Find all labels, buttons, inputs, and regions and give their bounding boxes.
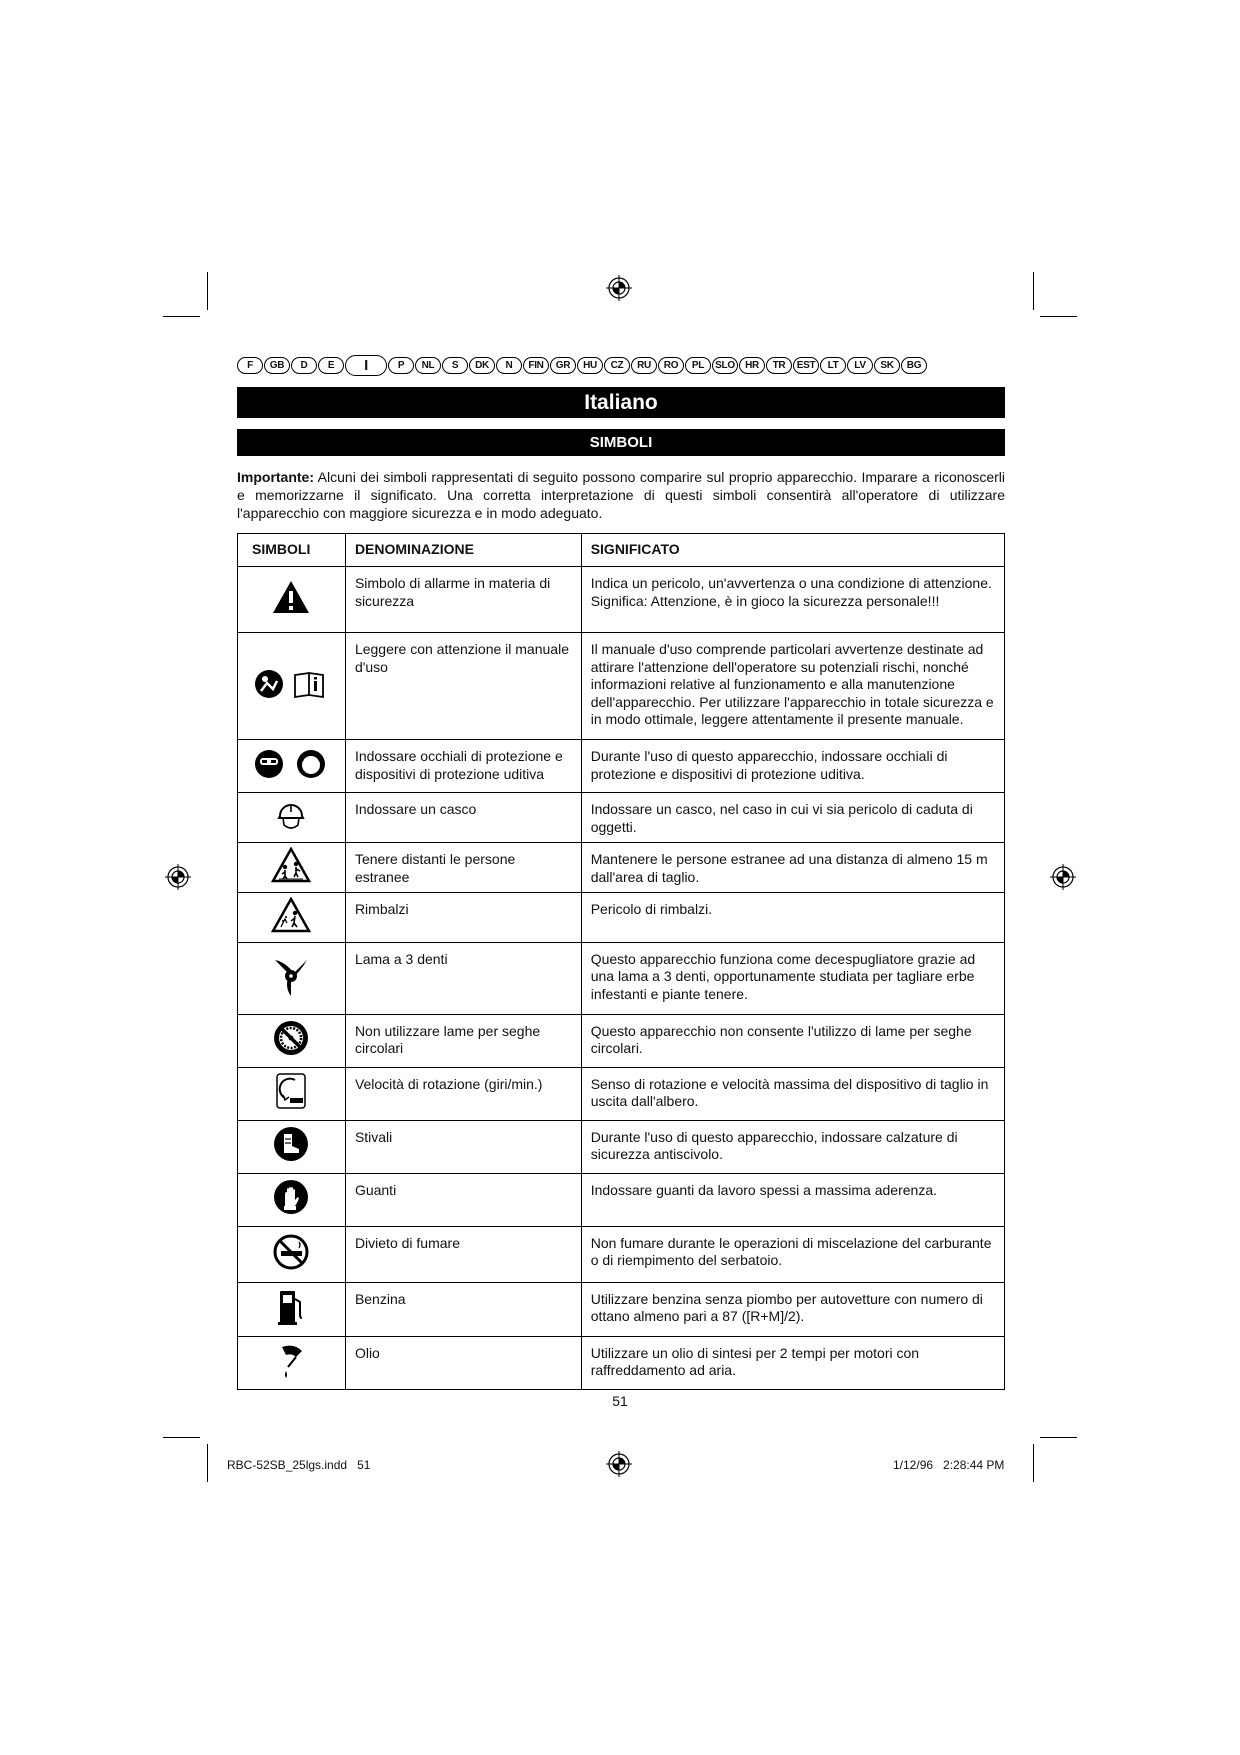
fuel-pump-icon: [276, 1287, 306, 1332]
eye-ear-protection-icon: [253, 747, 329, 786]
table-row: [238, 567, 1005, 633]
oil-drop-icon: [274, 1341, 308, 1386]
crop-mark: [1033, 1444, 1034, 1482]
language-pill-i: I: [345, 355, 387, 376]
symbol-cell: [238, 633, 346, 740]
table-row: [238, 740, 1005, 793]
symbol-meaning: Pericolo di rimbalzi.: [581, 893, 1004, 943]
language-pill-cz: CZ: [604, 357, 630, 374]
table-row: [238, 942, 1005, 1014]
intro-paragraph: [237, 468, 1005, 522]
symbol-meaning: Questo apparecchio non consente l'utilizzo di lame per seghe circolari.: [581, 1014, 1004, 1067]
language-pill-dk: DK: [469, 357, 495, 374]
registration-mark-icon: [1050, 864, 1076, 890]
symbol-name: Stivali: [345, 1120, 581, 1173]
language-pill-gr: GR: [550, 357, 576, 374]
symbol-meaning: Utilizzare benzina senza piombo per autovetture con numero di ottano almeno pari a 87 ([R+M]/2).: [581, 1282, 1004, 1336]
header-meaning: SIGNIFICATO: [581, 534, 1004, 567]
intro-lead: Importante:: [237, 469, 314, 485]
intro-text: Alcuni dei simboli rappresentati di seguito possono comparire sul proprio apparecchio. Imparare a riconoscerli e memorizzarne il significato. Una corretta interpretazione di questi simboli consentirà all'operatore di utilizzare l'apparecchio con maggiore sicurezza e in modo adeguato.: [237, 469, 1005, 521]
table-row: [238, 1067, 1005, 1120]
crop-mark: [1033, 272, 1034, 310]
table-row: [238, 893, 1005, 943]
section-title: SIMBOLI: [237, 429, 1005, 456]
symbol-cell: [238, 1014, 346, 1067]
language-pill-ro: RO: [658, 357, 684, 374]
print-timestamp: 1/12/96 2:28:44 PM: [893, 1458, 1005, 1472]
symbol-name: Rimbalzi: [345, 893, 581, 943]
symbol-name: Divieto di fumare: [345, 1226, 581, 1282]
read-manual-icon: [253, 667, 329, 706]
language-pill-hr: HR: [739, 357, 765, 374]
language-pill-e: E: [318, 357, 344, 374]
language-pill-tr: TR: [766, 357, 792, 374]
crop-mark: [163, 1437, 200, 1438]
boots-icon: [272, 1125, 310, 1168]
language-pill-d: D: [291, 357, 317, 374]
warning-triangle-icon: [271, 579, 311, 620]
table-body: [238, 567, 1005, 1390]
table-row: [238, 1336, 1005, 1390]
ricochet-icon: [271, 897, 311, 938]
symbol-cell: [238, 740, 346, 793]
page-number: 51: [612, 1393, 628, 1409]
crop-mark: [1040, 316, 1077, 317]
language-pill-s: S: [442, 357, 468, 374]
language-pill-f: F: [237, 357, 263, 374]
crop-mark: [207, 272, 208, 310]
file-info: RBC-52SB_25lgs.indd 51: [227, 1458, 371, 1472]
symbol-name: Olio: [345, 1336, 581, 1390]
symbol-meaning: Questo apparecchio funziona come decespugliatore grazie ad una lama a 3 denti, opportunamente studiata per tagliare erbe infestanti e piante tenere.: [581, 942, 1004, 1014]
symbol-name: Tenere distanti le persone estranee: [345, 843, 581, 893]
symbols-table: [237, 533, 1005, 1390]
table-row: [238, 1226, 1005, 1282]
header-name: DENOMINAZIONE: [345, 534, 581, 567]
symbol-cell: [238, 1067, 346, 1120]
symbol-name: Velocità di rotazione (giri/min.): [345, 1067, 581, 1120]
crop-mark: [163, 316, 200, 317]
symbol-cell: [238, 1120, 346, 1173]
symbol-cell: [238, 843, 346, 893]
language-pill-est: EST: [793, 357, 819, 374]
registration-mark-icon: [606, 1451, 632, 1477]
symbol-meaning: Il manuale d'uso comprende particolari avvertenze destinate ad attirare l'attenzione dell'operatore su potenziali rischi, nonché informazioni relative al funzionamento e alla manutenzione dell'apparecchio. Per utilizzare l'apparecchio in totale sicurezza e in modo ottimale, leggere attentamente il presente manuale.: [581, 633, 1004, 740]
table-header-row: [238, 534, 1005, 567]
symbol-name: Leggere con attenzione il manuale d'uso: [345, 633, 581, 740]
language-pill-lv: LV: [847, 357, 873, 374]
symbol-name: Guanti: [345, 1173, 581, 1226]
keep-bystanders-away-icon: [271, 847, 311, 888]
registration-mark-icon: [606, 275, 632, 301]
language-pill-nl: NL: [415, 357, 441, 374]
symbol-name: Non utilizzare lame per seghe circolari: [345, 1014, 581, 1067]
symbol-cell: [238, 567, 346, 633]
symbol-cell: [238, 1336, 346, 1390]
symbol-meaning: Indica un pericolo, un'avvertenza o una condizione di attenzione. Significa: Attenzione, è in gioco la sicurezza personale!!!: [581, 567, 1004, 633]
symbol-meaning: Mantenere le persone estranee ad una distanza di almeno 15 m dall'area di taglio.: [581, 843, 1004, 893]
table-row: [238, 843, 1005, 893]
no-smoking-icon: [272, 1233, 310, 1276]
table-row: [238, 1120, 1005, 1173]
symbol-name: Simbolo di allarme in materia di sicurezza: [345, 567, 581, 633]
table-row: [238, 1173, 1005, 1226]
language-pill-ru: RU: [631, 357, 657, 374]
symbol-meaning: Non fumare durante le operazioni di miscelazione del carburante o di riempimento del serbatoio.: [581, 1226, 1004, 1282]
symbol-name: Indossare occhiali di protezione e dispositivi di protezione uditiva: [345, 740, 581, 793]
language-pill-slo: SLO: [712, 357, 738, 374]
crop-mark: [1040, 1437, 1077, 1438]
language-pill-lt: LT: [820, 357, 846, 374]
symbol-meaning: Utilizzare un olio di sintesi per 2 tempi per motori con raffreddamento ad aria.: [581, 1336, 1004, 1390]
language-pill-hu: HU: [577, 357, 603, 374]
table-row: [238, 793, 1005, 843]
language-pill-gb: GB: [264, 357, 290, 374]
gloves-icon: [272, 1178, 310, 1221]
symbol-cell: [238, 942, 346, 1014]
table-row: [238, 1282, 1005, 1336]
symbol-cell: [238, 793, 346, 843]
language-pill-p: P: [388, 357, 414, 374]
symbol-meaning: Durante l'uso di questo apparecchio, indossare calzature di sicurezza antiscivolo.: [581, 1120, 1004, 1173]
symbol-meaning: Indossare un casco, nel caso in cui vi sia pericolo di caduta di oggetti.: [581, 793, 1004, 843]
table-row: [238, 1014, 1005, 1067]
language-pill-sk: SK: [874, 357, 900, 374]
symbol-cell: [238, 893, 346, 943]
language-pill-bg: BG: [901, 357, 927, 374]
language-pill-fin: FIN: [523, 357, 549, 374]
symbol-meaning: Indossare guanti da lavoro spessi a massima aderenza.: [581, 1173, 1004, 1226]
helmet-icon: [276, 798, 306, 837]
symbol-cell: [238, 1226, 346, 1282]
symbol-cell: [238, 1282, 346, 1336]
table-row: [238, 633, 1005, 740]
three-tooth-blade-icon: [269, 954, 313, 1003]
crop-mark: [207, 1444, 208, 1482]
symbol-meaning: Senso di rotazione e velocità massima del dispositivo di taglio in uscita dall'albero.: [581, 1067, 1004, 1120]
rotation-speed-icon: [275, 1072, 307, 1115]
symbol-name: Benzina: [345, 1282, 581, 1336]
symbol-name: Indossare un casco: [345, 793, 581, 843]
registration-mark-icon: [165, 864, 191, 890]
header-symbols: SIMBOLI: [238, 534, 346, 567]
symbol-cell: [238, 1173, 346, 1226]
no-circular-saw-blade-icon: [272, 1019, 310, 1062]
page-title: Italiano: [237, 387, 1005, 418]
language-pill-n: N: [496, 357, 522, 374]
symbol-name: Lama a 3 denti: [345, 942, 581, 1014]
language-pill-pl: PL: [685, 357, 711, 374]
symbol-meaning: Durante l'uso di questo apparecchio, indossare occhiali di protezione e dispositivi di protezione uditiva.: [581, 740, 1004, 793]
language-bar: [237, 355, 1005, 375]
